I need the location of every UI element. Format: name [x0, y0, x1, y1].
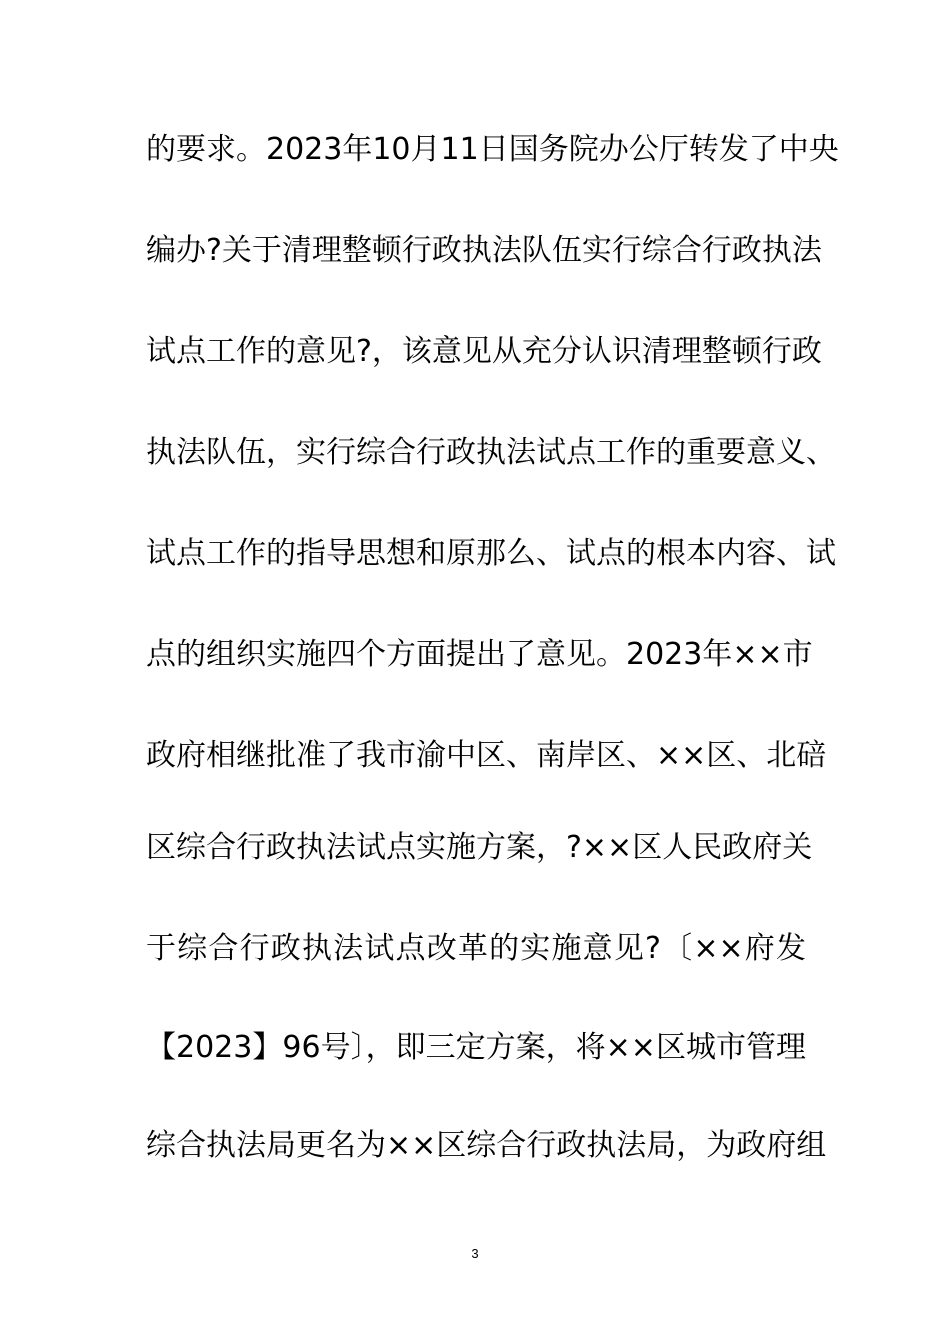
body-text-line: 综合执法局更名为××区综合行政执法局，为政府组: [146, 1128, 827, 1163]
body-text-line: 试点工作的意见?，该意见从充分认识清理整顿行政: [146, 334, 822, 369]
body-text-line: 于综合行政执法试点改革的实施意见?〔××府发: [146, 931, 806, 966]
body-text-line: 试点工作的指导思想和原那么、试点的根本内容、试: [146, 536, 836, 571]
body-text-line: 执法队伍，实行综合行政执法试点工作的重要意义、: [146, 435, 836, 470]
body-text-line: 点的组织实施四个方面提出了意见。2023年××市: [146, 637, 813, 672]
body-text-line: 【2023】96号〕，即三定方案，将××区城市管理: [146, 1030, 806, 1065]
body-text-line: 编办?关于清理整顿行政执法队伍实行综合行政执法: [146, 233, 822, 268]
page-number: 3: [471, 1246, 479, 1261]
body-text-line: 的要求。2023年10月11日国务院办公厅转发了中央: [146, 132, 839, 167]
body-text-line: 政府相继批准了我市渝中区、南岸区、××区、北碚: [146, 738, 827, 773]
body-text-line: 区综合行政执法试点实施方案，?××区人民政府关: [146, 830, 813, 865]
